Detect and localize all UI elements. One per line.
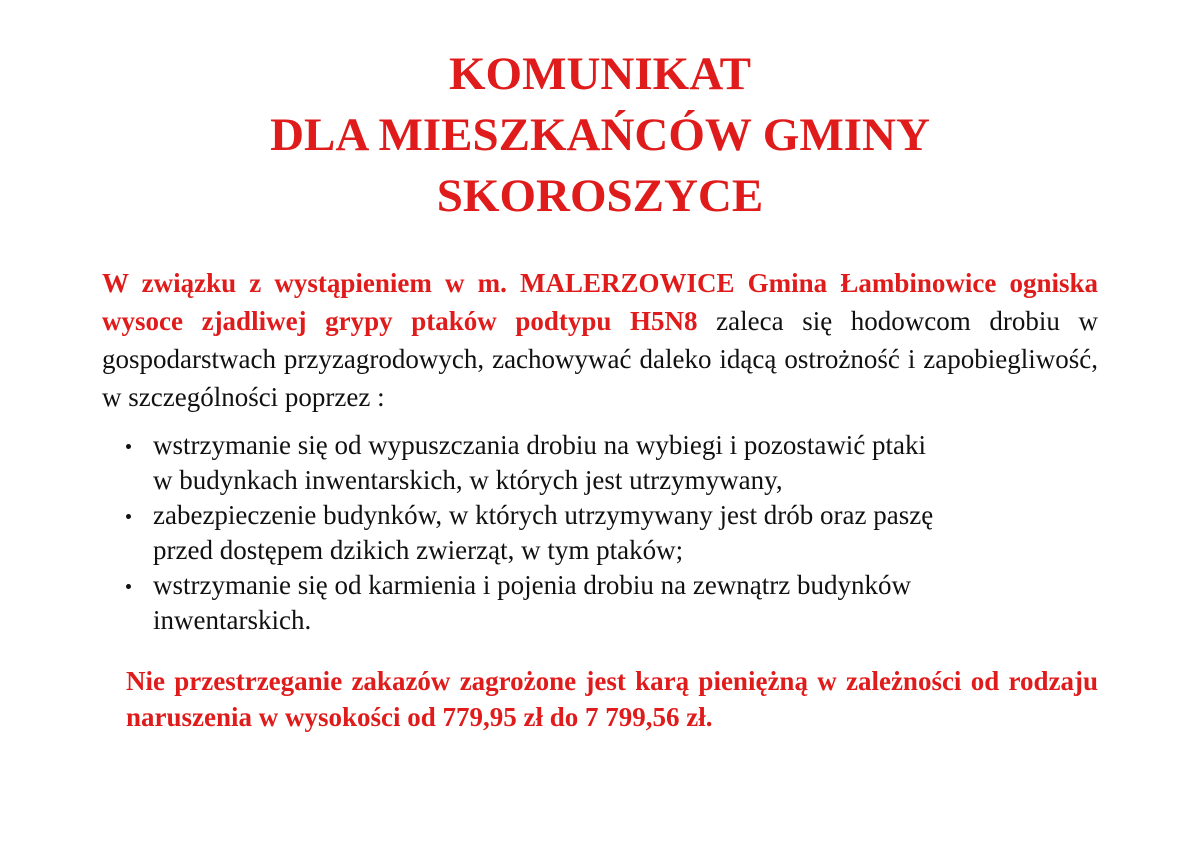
list-item-line: inwentarskich. [153,605,312,635]
list-item [126,428,1086,498]
announcement-title [0,44,1200,227]
list-item-line: przed dostępem dzikich zwierząt, w tym ptaków; [153,535,684,565]
title-line: DLA MIESZKAŃCÓW GMINY [270,109,930,161]
list-item [126,498,1086,568]
list-item-line: w budynkach inwentarskich, w których jest utrzymywany, [153,465,783,495]
intro-rest: zaleca się hodowcom drobiu w gospodarstwach przyzagrodowych, zachowywać daleko idącą ostrożność i zapobiegliwość, w szczególności poprzez : [102,306,1098,412]
list-item-line: zabezpieczenie budynków, w których utrzymywany jest drób oraz paszę [153,500,934,530]
intro-highlight: W związku z wystąpieniem w m. MALERZOWICE Gmina Łambinowice ogniska wysoce zjadliwej grypy ptaków podtypu H5N8 [102,268,1098,336]
bullet-icon [126,584,131,589]
title-line: SKOROSZYCE [436,170,764,222]
penalty-warning: Nie przestrzeganie zakazów zagrożone jest karą pieniężną w zależności od rodzaju naruszenia w wysokości od 779,95 zł do 7 799,56 zł. [126,666,1098,732]
bullet-icon [126,514,131,519]
intro-paragraph [102,264,1098,416]
title-line: KOMUNIKAT [448,48,751,100]
bullet-icon [126,444,131,449]
list-item-line: wstrzymanie się od karmienia i pojenia drobiu na zewnątrz budynków [153,570,912,600]
recommendations-list [126,428,1086,638]
list-item [126,568,1086,638]
list-item-line: wstrzymanie się od wypuszczania drobiu na wybiegi i pozostawić ptaki [153,430,927,460]
